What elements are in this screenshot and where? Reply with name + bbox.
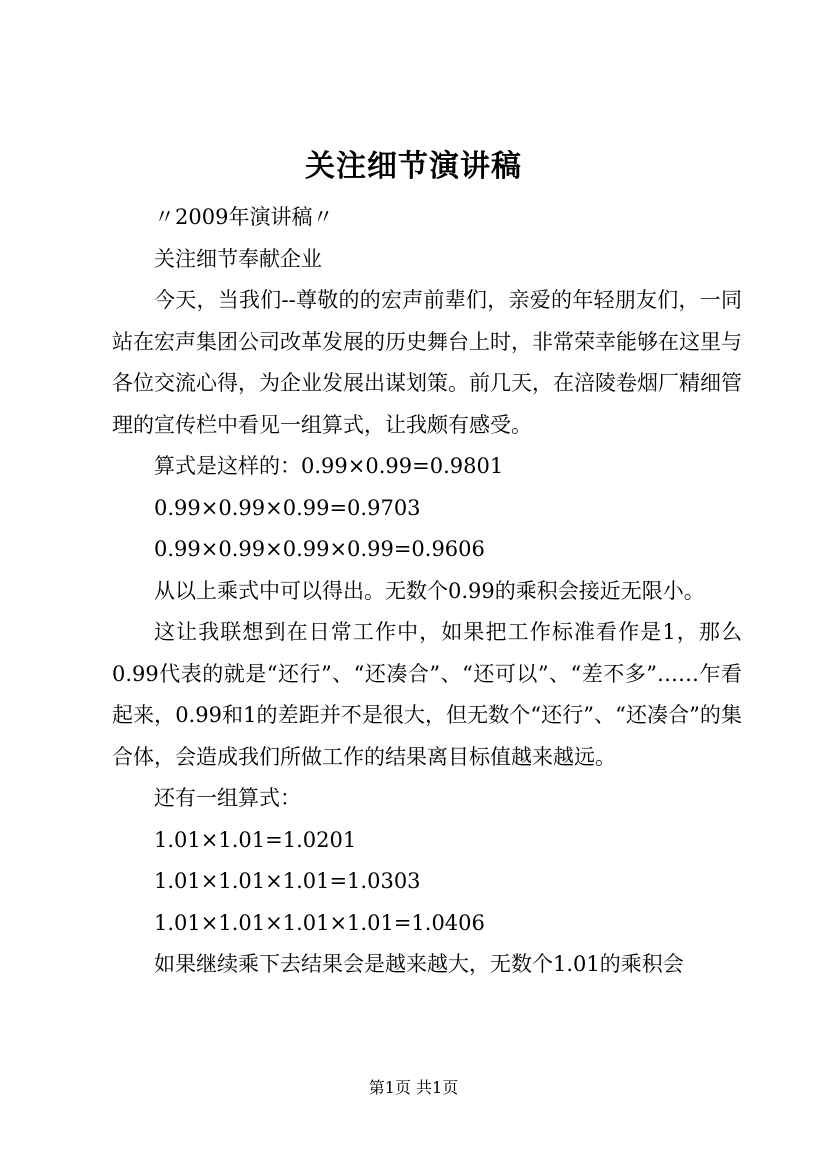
paragraph-another-set: 还有一组算式： [154,786,301,810]
paragraph-formula-4: 1.01×1.01=1.0201 [154,827,357,852]
paragraph-reflection: 这让我联想到在日常工作中，如果把工作标准看作是1，那么0.99代表的就是“还行”、“还凑合”、“还可以”、“差不多”……乍看起来，0.99和1的差距并不是很大，但无数个“还行”、“还凑合”的集合体，会造成我们所做工作的结果离目标值越来越远。 [112,620,742,769]
document-body [112,197,742,986]
document-title: 关注细节演讲稿 [305,149,522,184]
paragraph-formula-2: 0.99×0.99×0.99=0.9703 [154,495,421,520]
page-footer: 第1页 共1页 [368,1078,459,1097]
paragraph-heading: 关注细节奉献企业 [154,246,322,271]
paragraph-conclusion-1: 从以上乘式中可以得出。无数个0.99的乘积会接近无限小。 [154,578,705,603]
paragraph-intro: 今天，当我们--尊敬的的宏声前辈们，亲爱的年轻朋友们，一同站在宏声集团公司改革发展的历史舞台上时，非常荣幸能够在这里与各位交流心得，为企业发展出谋划策。前几天，在涪陵卷烟厂精细管理的宣传栏中看见一组算式，让我颇有感受。 [112,288,742,437]
paragraph-formula-3: 0.99×0.99×0.99×0.99=0.9606 [154,537,485,561]
paragraph-subtitle: 〃2009年演讲稿〃 [154,205,334,229]
paragraph-continuation: 如果继续乘下去结果会是越来越大，无数个1.01的乘积会 [154,952,684,976]
paragraph-formula-6: 1.01×1.01×1.01×1.01=1.0406 [154,910,485,935]
paragraph-formula-1: 算式是这样的：0.99×0.99=0.9801 [154,454,504,478]
paragraph-formula-5: 1.01×1.01×1.01=1.0303 [154,869,421,893]
